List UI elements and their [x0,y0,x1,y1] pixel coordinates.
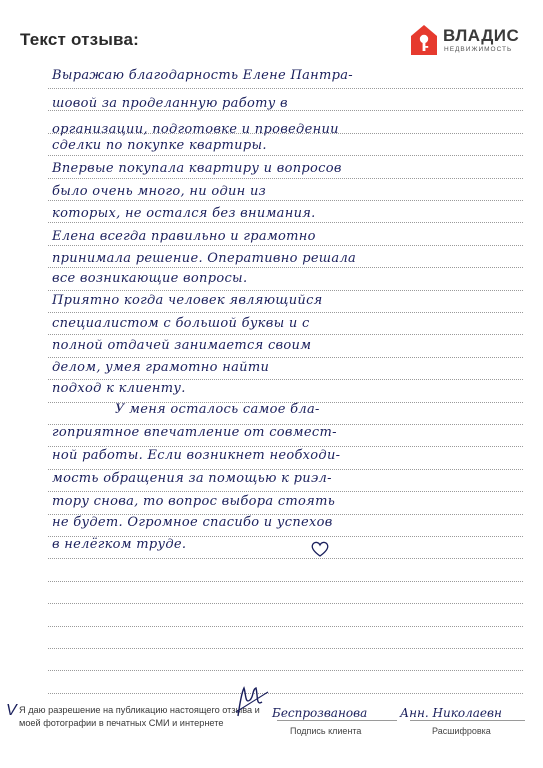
review-line: полной отдачей занимается своим [52,338,312,353]
review-line: гоприятное впечатление от совмест- [52,425,337,440]
logo-subtitle: НЕДВИЖИМОСТЬ [444,46,513,53]
ruled-line [48,626,523,627]
review-line: принимала решение. Оперативно решала [52,251,357,266]
review-line: Елена всегда правильно и грамотно [52,229,316,244]
review-line: Приятно когда человек являющийся [52,293,323,308]
house-key-icon [410,24,438,56]
heart-icon [310,540,330,558]
review-line: не будет. Огромное спасибо и успехов [52,515,333,530]
review-line: специалистом с большой буквы и с [52,316,310,331]
decoding-line [410,720,525,721]
review-line: У меня осталось самое бла- [115,402,320,417]
review-line: было очень много, ни один из [52,184,267,199]
review-line: в нелёгком труде. [52,537,187,552]
ruled-line [48,603,523,604]
review-line: ной работы. Если возникнет необходи- [52,448,341,463]
signature-area [232,682,532,752]
signature-name: Анн. Николаевн [400,706,502,720]
review-line: которых, не остался без внимания. [52,206,316,221]
review-line: сделки по покупке квартиры. [52,138,267,153]
review-line: тору снова, то вопрос выбора стоять [52,494,336,509]
consent-check-mark: V [6,702,17,719]
vladis-logo [410,24,530,58]
signature-label: Подпись клиента [290,726,362,736]
signature-surname: Беспрозванова [272,706,368,720]
review-line: подход к клиенту. [52,381,186,396]
review-line: Выражаю благодарность Елене Пантра- [52,68,353,83]
review-line: мость обращения за помощью к риэл- [52,471,332,486]
signature-line [277,720,397,721]
ruled-line [48,648,523,649]
review-line: Впервые покупала квартиру и вопросов [52,161,342,176]
review-line: делом, умея грамотно найти [52,360,270,375]
ruled-line [48,670,523,671]
review-line: организации, подготовке и проведении [52,122,339,137]
page-title: Текст отзыва: [20,30,139,49]
ruled-line [48,581,523,582]
signature-mark [232,682,272,722]
consent-text: Я даю разрешение на публикацию настоящего отзыва и моей фотографии в печатных СМИ и интернете [19,705,260,728]
review-line: шовой за проделанную работу в [52,96,288,111]
review-line: все возникающие вопросы. [52,271,248,286]
decoding-label: Расшифровка [432,726,491,736]
logo-name: ВЛАДИС [443,26,520,45]
